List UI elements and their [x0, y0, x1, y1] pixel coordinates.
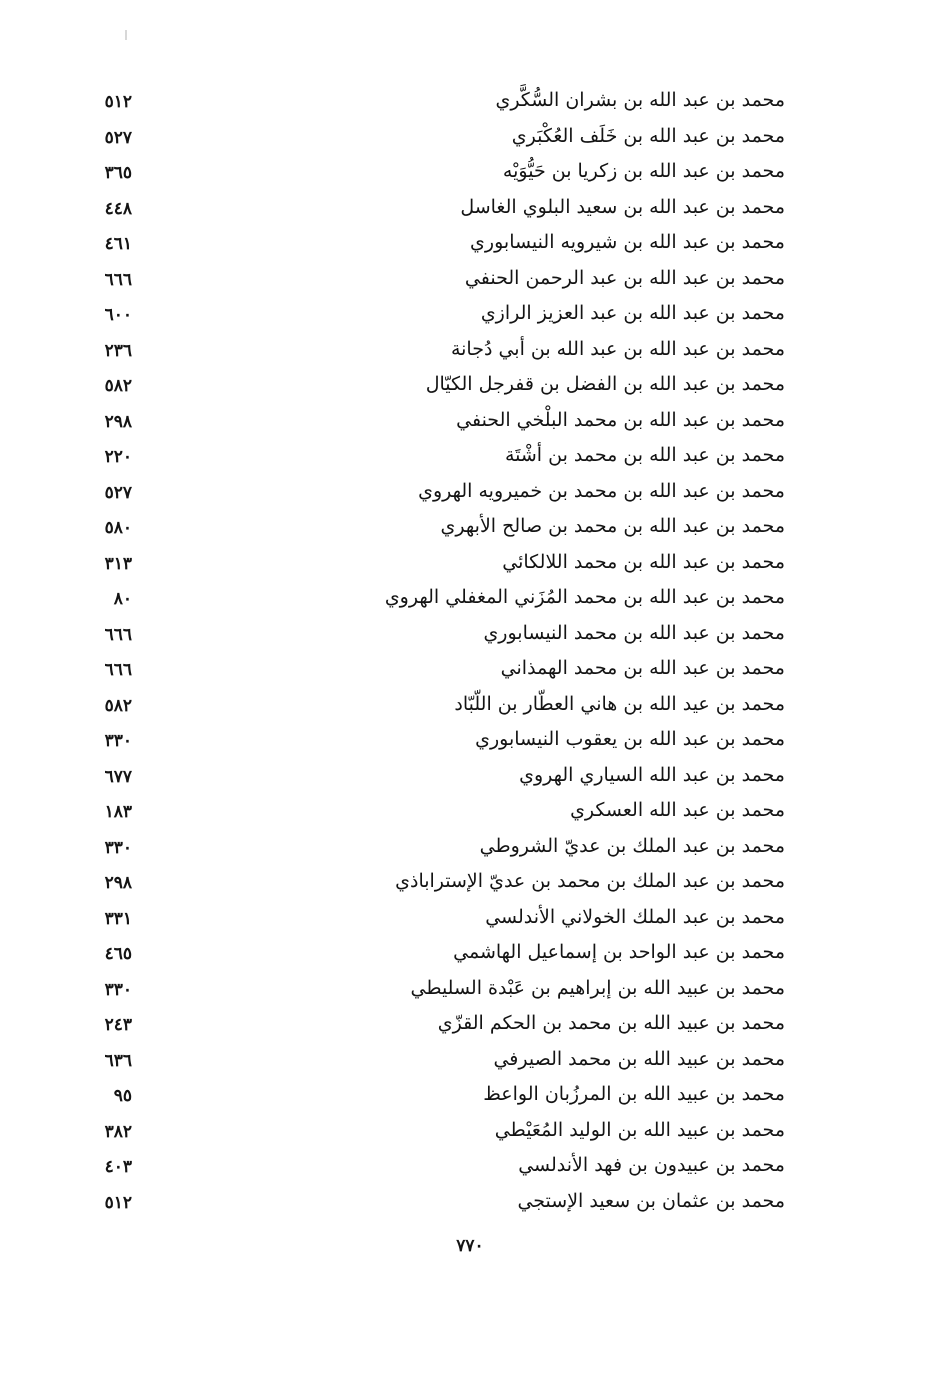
entry-page-number: ٢٤٣ [104, 1015, 132, 1035]
index-entry [80, 758, 785, 794]
entry-page-number: ٥٨٢ [104, 695, 132, 716]
entry-page-number: ٦٧٧ [104, 766, 132, 787]
index-entry [80, 509, 785, 545]
entry-name: محمد بن عبد الله بن محمد اللالكائي [502, 550, 785, 573]
entry-page-number: ٦٣٦ [104, 1050, 132, 1071]
entry-page-number: ١٨٣ [104, 802, 132, 822]
entry-name: محمد بن عبد الله بن عبد الرحمن الحنفي [464, 266, 785, 289]
index-entry [80, 403, 785, 439]
entry-page-number: ٥٢٧ [104, 482, 132, 503]
index-entry [80, 332, 785, 368]
index-entry [80, 367, 785, 403]
index-entry [80, 580, 785, 616]
entry-page-number: ٥١٢ [104, 1192, 132, 1213]
index-entry [80, 154, 785, 190]
index-entry [80, 438, 785, 474]
entry-name: محمد بن عبد الله بن عبد الله بن أبي دُجانة [450, 337, 785, 360]
entry-name: محمد بن عبد الله بن يعقوب النيسابوري [475, 728, 785, 750]
index-list [80, 83, 785, 1219]
entry-page-number: ٣٨٢ [104, 1121, 132, 1142]
index-entry [80, 1077, 785, 1113]
entry-name: محمد بن عبد الله بن محمد بن خميرويه الهروي [418, 479, 785, 502]
entry-name: محمد بن عبيد الله بن إبراهيم بن عَبْدة السليطي [410, 976, 785, 999]
index-entry [80, 1148, 785, 1184]
entry-page-number: ٣٣١ [104, 908, 132, 929]
entry-name: محمد بن عبد الله العسكري [570, 799, 785, 821]
index-entry [80, 474, 785, 510]
index-entry [80, 616, 785, 652]
entry-name: محمد بن عبد الملك الخولاني الأندلسي [485, 905, 785, 928]
entry-name: محمد بن عبد الله بن خَلَف العُكْبَري [511, 124, 785, 147]
entry-page-number: ٢٣٦ [104, 340, 132, 361]
entry-page-number: ٢٢٠ [104, 447, 132, 467]
scan-mark [125, 30, 127, 40]
index-entry [80, 722, 785, 758]
entry-page-number: ٣١٣ [104, 553, 132, 574]
page-number: ٧٧٠ [456, 1236, 484, 1256]
entry-page-number: ٣٦٥ [104, 163, 132, 183]
entry-page-number: ٩٥ [113, 1086, 132, 1106]
entry-name: محمد بن عبد الواحد بن إسماعيل الهاشمي [453, 941, 785, 963]
index-entry [80, 83, 785, 119]
entry-page-number: ٤٦٥ [104, 944, 132, 964]
entry-name: محمد بن عبد الله بن محمد النيسابوري [483, 621, 785, 644]
index-entry [80, 687, 785, 723]
index-entry [80, 829, 785, 865]
entry-name: محمد بن عبيد الله بن الوليد المُعَيْطي [494, 1118, 785, 1141]
entry-name: محمد بن عثمان بن سعيد الإستجي [517, 1189, 785, 1212]
index-entry [80, 119, 785, 155]
entry-page-number: ٣٣٠ [104, 731, 132, 751]
entry-name: محمد بن عيد الله بن هاني العطّار بن اللّبّاد [454, 692, 785, 715]
entry-name: محمد بن عبد الله بن الفضل بن قفرجل الكيّال [425, 373, 785, 395]
entry-name: محمد بن عبد الملك بن محمد بن عديّ الإستراباذي [395, 870, 785, 892]
entry-page-number: ٥٨٢ [104, 376, 132, 396]
entry-name: محمد بن عبد الله بن بشران السُّكَّري [495, 89, 785, 111]
index-entry [80, 1184, 785, 1220]
index-entry [80, 900, 785, 936]
index-entry [80, 971, 785, 1007]
entry-name: محمد بن عبد الله بن زكريا بن حَيُّوَيْه [502, 160, 785, 182]
index-entry [80, 864, 785, 900]
entry-page-number: ٤٤٨ [104, 198, 132, 219]
index-entry [80, 225, 785, 261]
index-entry [80, 545, 785, 581]
entry-name: محمد بن عبيد الله بن المرزُبان الواعظ [483, 1083, 785, 1105]
entry-name: محمد بن عبد الله بن محمد بن صالح الأبهري [440, 515, 785, 537]
entry-name: محمد بن عبد الله بن سعيد البلوي الغاسل [460, 195, 785, 218]
index-entry [80, 1042, 785, 1078]
entry-page-number: ٨٠ [113, 589, 132, 609]
entry-page-number: ٤٦١ [104, 234, 132, 254]
entry-page-number: ٦٠٠ [104, 305, 132, 325]
index-entry [80, 793, 785, 829]
entry-name: محمد بن عبد الله بن محمد بن أشْتَة [504, 444, 785, 466]
entry-name: محمد بن عبيد الله بن محمد بن الحكم القزّي [437, 1012, 785, 1034]
index-entry [80, 261, 785, 297]
entry-name: محمد بن عبد الله بن عبد العزيز الرازي [480, 302, 785, 324]
entry-page-number: ٢٩٨ [104, 873, 132, 893]
entry-name: محمد بن عبد الله بن محمد الهمذاني [500, 657, 785, 679]
entry-name: محمد بن عبد الله السياري الهروي [519, 763, 785, 786]
entry-page-number: ٦٦٦ [104, 624, 132, 645]
entry-page-number: ٦٦٦ [104, 660, 132, 680]
index-entry [80, 1113, 785, 1149]
entry-page-number: ٥١٢ [104, 92, 132, 112]
index-entry [80, 651, 785, 687]
entry-page-number: ٥٢٧ [104, 127, 132, 148]
index-entry [80, 190, 785, 226]
entry-name: محمد بن عبد الله بن شيرويه النيسابوري [470, 231, 785, 253]
entry-name: محمد بن عبد الله بن محمد البلْخي الحنفي [456, 408, 785, 431]
index-entry [80, 935, 785, 971]
index-entry [80, 296, 785, 332]
entry-page-number: ٢٩٨ [104, 411, 132, 432]
entry-page-number: ٥٨٠ [104, 518, 132, 538]
entry-page-number: ٦٦٦ [104, 269, 132, 290]
entry-page-number: ٤٠٣ [104, 1157, 132, 1177]
entry-name: محمد بن عبيد الله بن محمد الصيرفي [493, 1047, 785, 1070]
index-entry [80, 1006, 785, 1042]
entry-name: محمد بن عبيدون بن فهد الأندلسي [518, 1154, 785, 1176]
entry-name: محمد بن عبد الله بن محمد المُزَني المغفلي الهروي [384, 586, 785, 608]
entry-page-number: ٣٣٠ [104, 979, 132, 1000]
entry-name: محمد بن عبد الملك بن عديّ الشروطي [479, 834, 785, 857]
entry-page-number: ٣٣٠ [104, 837, 132, 858]
